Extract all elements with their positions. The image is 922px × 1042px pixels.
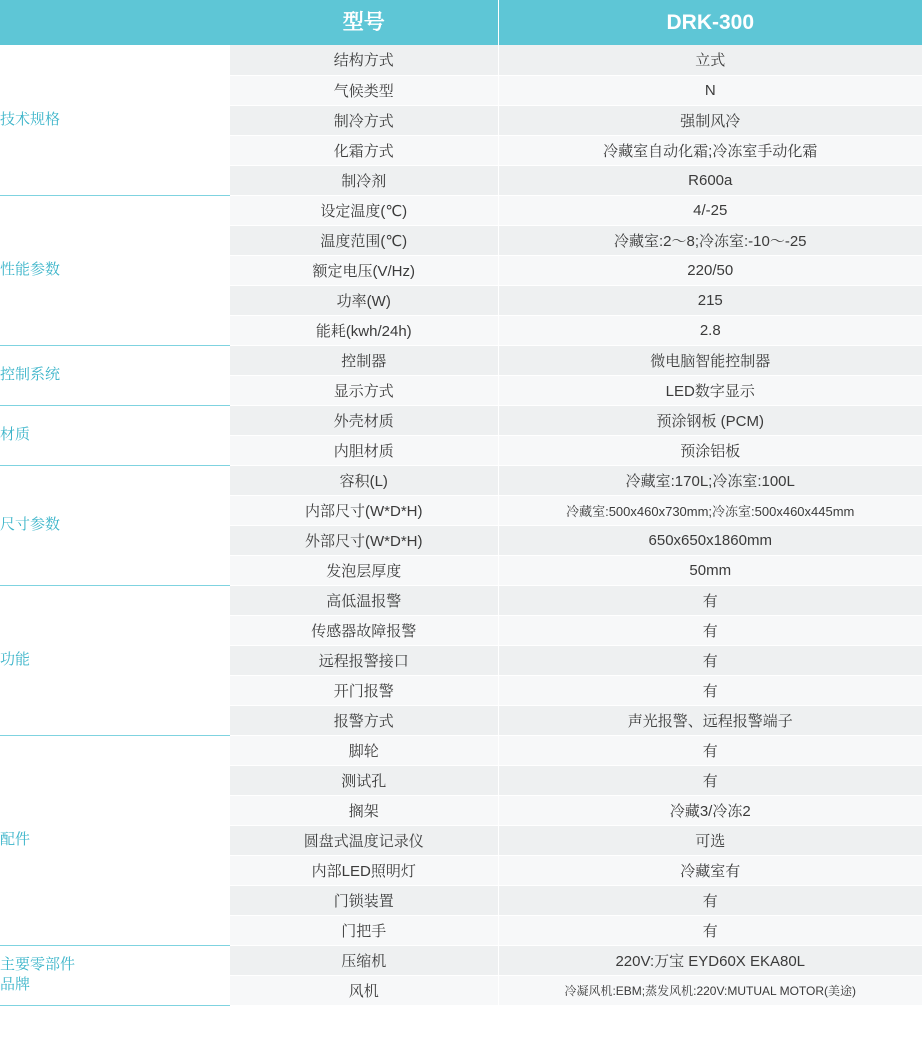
table-row — [0, 405, 922, 435]
spec-item-name: 门锁装置 — [230, 885, 498, 915]
spec-item-name: 报警方式 — [230, 705, 498, 735]
category-cell: 配件 — [0, 735, 230, 945]
spec-item-value: 强制风冷 — [498, 105, 922, 135]
spec-item-value: 2.8 — [498, 315, 922, 345]
spec-item-name: 显示方式 — [230, 375, 498, 405]
table-row — [0, 945, 922, 975]
spec-item-name: 远程报警接口 — [230, 645, 498, 675]
spec-item-name: 内部尺寸(W*D*H) — [230, 495, 498, 525]
spec-item-value: 冷藏室:2〜8;冷冻室:-10〜-25 — [498, 225, 922, 255]
category-cell: 主要零部件 品牌 — [0, 945, 230, 1005]
category-cell: 性能参数 — [0, 195, 230, 345]
spec-item-name: 搁架 — [230, 795, 498, 825]
spec-item-name: 脚轮 — [230, 735, 498, 765]
table-row — [0, 585, 922, 615]
spec-item-name: 化霜方式 — [230, 135, 498, 165]
spec-item-name: 制冷方式 — [230, 105, 498, 135]
category-cell: 技术规格 — [0, 45, 230, 195]
spec-item-value: 50mm — [498, 555, 922, 585]
spec-item-name: 能耗(kwh/24h) — [230, 315, 498, 345]
header-model-label: DRK-300 — [498, 0, 922, 45]
table-row — [0, 345, 922, 375]
spec-item-value: 冷凝风机:EBM;蒸发风机:220V:MUTUAL MOTOR(美途) — [498, 975, 922, 1005]
spec-item-name: 额定电压(V/Hz) — [230, 255, 498, 285]
spec-item-name: 内部LED照明灯 — [230, 855, 498, 885]
spec-item-value: 有 — [498, 585, 922, 615]
category-cell: 尺寸参数 — [0, 465, 230, 585]
header-spacer — [0, 0, 230, 45]
spec-item-name: 设定温度(℃) — [230, 195, 498, 225]
spec-item-name: 圆盘式温度记录仪 — [230, 825, 498, 855]
spec-item-name: 传感器故障报警 — [230, 615, 498, 645]
spec-item-value: N — [498, 75, 922, 105]
spec-item-name: 发泡层厚度 — [230, 555, 498, 585]
spec-item-value: 有 — [498, 735, 922, 765]
category-cell: 材质 — [0, 405, 230, 465]
spec-item-value: 微电脑智能控制器 — [498, 345, 922, 375]
spec-item-value: 有 — [498, 615, 922, 645]
spec-item-name: 高低温报警 — [230, 585, 498, 615]
spec-item-name: 外部尺寸(W*D*H) — [230, 525, 498, 555]
spec-item-value: 冷藏室:170L;冷冻室:100L — [498, 465, 922, 495]
spec-item-name: 容积(L) — [230, 465, 498, 495]
spec-item-name: 风机 — [230, 975, 498, 1005]
header-item-label: 型号 — [230, 0, 498, 45]
spec-item-value: 220V:万宝 EYD60X EKA80L — [498, 945, 922, 975]
spec-item-value: 215 — [498, 285, 922, 315]
spec-item-value: 声光报警、远程报警端子 — [498, 705, 922, 735]
spec-item-name: 外壳材质 — [230, 405, 498, 435]
category-cell: 功能 — [0, 585, 230, 735]
spec-item-name: 测试孔 — [230, 765, 498, 795]
spec-item-name: 开门报警 — [230, 675, 498, 705]
spec-item-value: LED数字显示 — [498, 375, 922, 405]
spec-item-value: 立式 — [498, 45, 922, 75]
spec-item-value: 有 — [498, 885, 922, 915]
spec-item-value: 有 — [498, 645, 922, 675]
spec-item-value: 有 — [498, 915, 922, 945]
spec-item-name: 内胆材质 — [230, 435, 498, 465]
spec-item-name: 压缩机 — [230, 945, 498, 975]
category-cell: 控制系统 — [0, 345, 230, 405]
spec-item-name: 结构方式 — [230, 45, 498, 75]
table-row — [0, 195, 922, 225]
spec-item-value: 冷藏室:500x460x730mm;冷冻室:500x460x445mm — [498, 495, 922, 525]
spec-item-name: 控制器 — [230, 345, 498, 375]
spec-item-value: 预涂铝板 — [498, 435, 922, 465]
spec-item-value: 冷藏室自动化霜;冷冻室手动化霜 — [498, 135, 922, 165]
spec-item-value: 有 — [498, 765, 922, 795]
spec-item-name: 制冷剂 — [230, 165, 498, 195]
table-row — [0, 45, 922, 75]
spec-item-value: R600a — [498, 165, 922, 195]
spec-item-value: 可选 — [498, 825, 922, 855]
spec-item-value: 4/-25 — [498, 195, 922, 225]
spec-item-value: 预涂钢板 (PCM) — [498, 405, 922, 435]
spec-item-name: 温度范围(℃) — [230, 225, 498, 255]
spec-item-value: 冷藏3/冷冻2 — [498, 795, 922, 825]
table-row — [0, 735, 922, 765]
spec-item-name: 功率(W) — [230, 285, 498, 315]
spec-item-value: 有 — [498, 675, 922, 705]
table-row — [0, 465, 922, 495]
table-body — [0, 45, 922, 1005]
header-row — [0, 0, 922, 45]
spec-item-name: 气候类型 — [230, 75, 498, 105]
spec-item-name: 门把手 — [230, 915, 498, 945]
spec-item-value: 650x650x1860mm — [498, 525, 922, 555]
spec-item-value: 220/50 — [498, 255, 922, 285]
spec-item-value: 冷藏室有 — [498, 855, 922, 885]
table-header — [0, 0, 922, 45]
